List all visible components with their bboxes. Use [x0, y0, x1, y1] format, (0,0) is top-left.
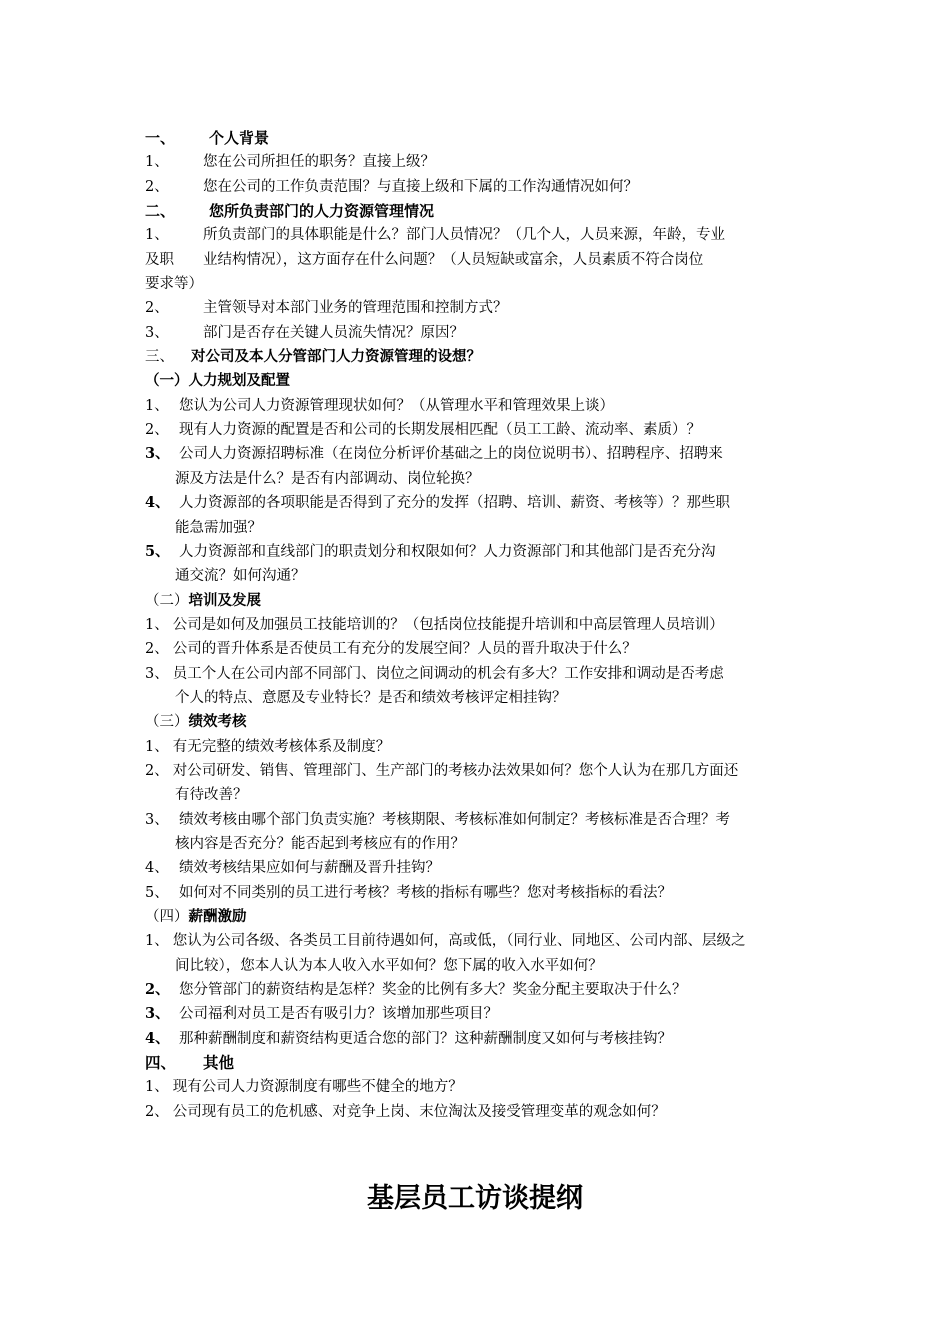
list-item: 1、 现有公司人力资源制度有哪些不健全的地方？ — [145, 1079, 463, 1096]
next-document-title: 基层员工访谈提纲 — [367, 1183, 583, 1214]
subsection-heading-1: （一）人力规划及配置 — [145, 372, 290, 390]
list-item: 5、 人力资源部和直线部门的职责划分和权限如何？人力资源部门和其他部门是否充分沟 — [145, 542, 716, 560]
list-item: 2、 现有人力资源的配置是否和公司的长期发展相匹配（员工工龄、流动率、素质）？ — [145, 422, 701, 439]
list-item: 1、 您在公司所担任的职务？直接上级？ — [145, 154, 435, 171]
list-item: 1、 所负责部门的具体职能是什么？部门人员情况？（几个人，人员来源，年龄，专业 — [145, 227, 725, 244]
list-item-continuation: 个人的特点、意愿及专业特长？是否和绩效考核评定相挂钩？ — [175, 689, 567, 706]
list-item: 4、 绩效考核结果应如何与薪酬及晋升挂钩？ — [145, 860, 440, 877]
list-item: 3、 公司福利对员工是否有吸引力？该增加那些项目？ — [145, 1005, 498, 1023]
list-item: 3、 公司人力资源招聘标准（在岗位分析评价基础之上的岗位说明书）、招聘程序、招聘来 — [145, 445, 723, 463]
list-item: 2、 对公司研发、销售、管理部门、生产部门的考核办法效果如何？您个人认为在那几方面还 — [145, 762, 739, 779]
list-item-continuation: 通交流？如何沟通？ — [175, 568, 306, 585]
list-item: 2、 您在公司的工作负责范围？与直接上级和下属的工作沟通情况如何？ — [145, 178, 638, 195]
list-item: 2、 公司现有员工的危机感、对竞争上岗、末位淘汰及接受管理变革的观念如何？ — [145, 1103, 666, 1120]
list-item: 1、 您认为公司各级、各类员工目前待遇如何，高或低，（同行业、同地区、公司内部、层级之 — [145, 933, 746, 950]
interview-outline — [145, 126, 807, 1124]
list-item-continuation: 间比较），您本人认为本人收入水平如何？您下属的收入水平如何？ — [175, 957, 603, 974]
list-item-continuation: 要求等） — [145, 276, 203, 293]
section-heading-4: 四、 其他 — [145, 1053, 235, 1073]
list-item: 2、 您分管部门的薪资结构是怎样？奖金的比例有多大？奖金分配主要取决于什么？ — [145, 981, 687, 999]
list-item: 5、 如何对不同类别的员工进行考核？考核的指标有哪些？您对考核指标的看法？ — [145, 884, 672, 901]
section-heading-2: 二、 您所负责部门的人力资源管理情况 — [145, 202, 435, 221]
list-item: 2、 主管领导对本部门业务的管理范围和控制方式？ — [145, 300, 508, 317]
list-item-continuation: 有待改善？ — [175, 787, 248, 804]
list-item: 4、 人力资源部的各项职能是否得到了充分的发挥（招聘、培训、薪资、考核等）？那些职 — [145, 494, 730, 512]
list-item: 3、 员工个人在公司内部不同部门、岗位之间调动的机会有多大？工作安排和调动是否考虑 — [145, 665, 724, 682]
subsection-heading-3: （三）绩效考核 — [145, 713, 247, 731]
list-item-continuation: 能急需加强？ — [175, 519, 262, 536]
subsection-heading-4: （四）薪酬激励 — [145, 908, 247, 925]
subsection-heading-2: （二）培训及发展 — [145, 591, 261, 609]
list-item: 3、 绩效考核由哪个部门负责实施？考核期限、考核标准如何制定？考核标准是否合理？考 — [145, 811, 730, 828]
list-item-continuation: 源及方法是什么？是否有内部调动、岗位轮换？ — [175, 470, 480, 487]
section-heading-3: 三、 对公司及本人分管部门人力资源管理的设想？ — [145, 348, 481, 366]
list-item: 3、 部门是否存在关键人员流失情况？原因？ — [145, 324, 464, 341]
list-item: 2、 公司的晋升体系是否使员工有充分的发展空间？人员的晋升取决于什么？ — [145, 641, 637, 658]
list-item: 4、 那种薪酬制度和薪资结构更适合您的部门？这种薪酬制度又如何与考核挂钩？ — [145, 1029, 672, 1047]
list-item-continuation: 及职 业结构情况），这方面存在什么问题？（人员短缺或富余，人员素质不符合岗位 — [145, 251, 704, 268]
list-item: 1、 公司是如何及加强员工技能培训的？（包括岗位技能提升培训和中高层管理人员培训） — [145, 616, 724, 633]
list-item-continuation: 核内容是否充分？能否起到考核应有的作用？ — [175, 835, 465, 852]
section-heading-1: 一、 个人背景 — [145, 129, 270, 147]
list-item: 1、 您认为公司人力资源管理现状如何？（从管理水平和管理效果上谈） — [145, 397, 614, 414]
list-item: 1、 有无完整的绩效考核体系及制度？ — [145, 738, 391, 755]
